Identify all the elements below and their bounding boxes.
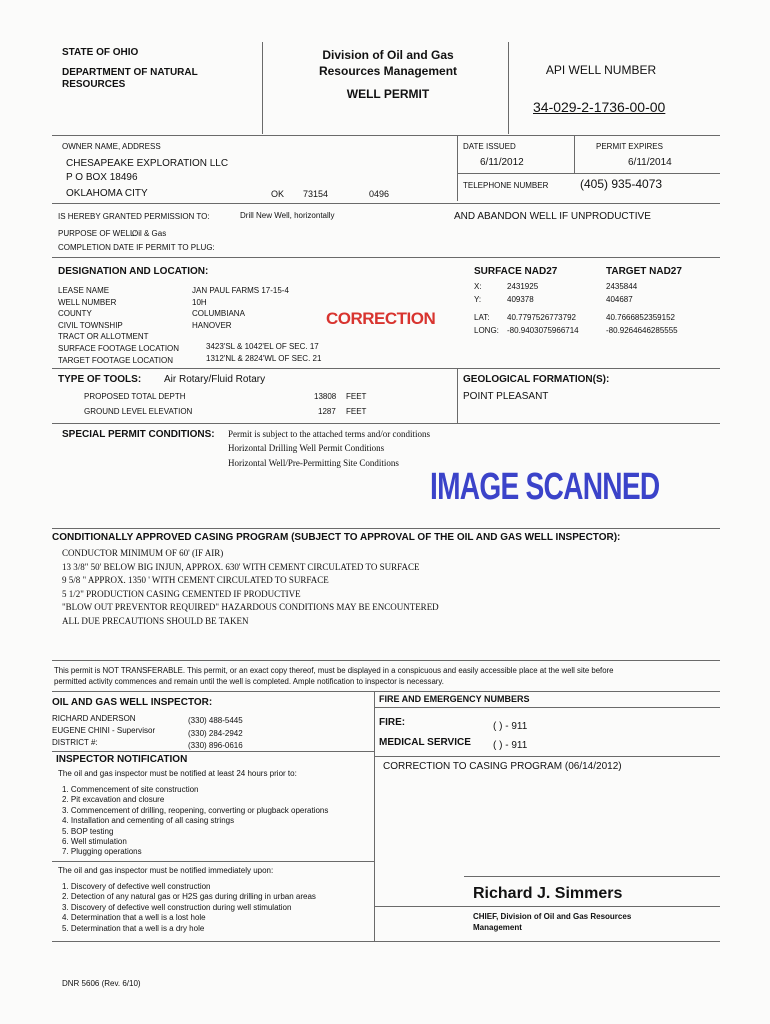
medical-number: ( ) - 911 [493,740,528,751]
signatory-title: CHIEF, Division of Oil and Gas Resources [473,912,632,921]
target-x: 2435844 [606,282,638,291]
inspector-phone: (330) 896-0616 [188,741,243,751]
completion-label: COMPLETION DATE IF PERMIT TO PLUG: [58,243,215,252]
owner-name: CHESAPEAKE EXPLORATION LLC [66,158,229,169]
signatory-name: Richard J. Simmers [473,885,623,902]
depth-value: 13808 [314,392,337,401]
telephone-number: (405) 935-4073 [580,177,663,191]
inspector-name: RICHARD ANDERSON [52,714,136,723]
notification-item: 1. Commencement of site construction [62,785,199,794]
casing-line: CONDUCTOR MINIMUM OF 60' (IF AIR) [62,548,224,558]
granted-label: IS HEREBY GRANTED PERMISSION TO: [58,212,210,221]
granted-value: Drill New Well, horizontally [240,211,335,220]
immediate-item: 5. Determination that a well is a dry hole [62,923,205,933]
casing-line: ALL DUE PRECAUTIONS SHOULD BE TAKEN [62,615,249,626]
api-well-number: 34-029-2-1736-00-00 [533,99,666,115]
county-label: COUNTY [58,309,92,319]
emergency-heading: FIRE AND EMERGENCY NUMBERS [379,694,530,704]
division-title: Division of Oil and Gas [322,48,454,62]
special-condition-line: Permit is subject to the attached terms and/or conditions [228,429,430,439]
fire-label: FIRE: [379,717,406,728]
notification-intro: The oil and gas inspector must be notified at least 24 hours prior to: [58,769,297,778]
inspector-phones [188,715,243,753]
target-footage: 1312'NL & 2824'WL OF SEC. 21 [206,354,322,363]
inspector-heading: OIL AND GAS WELL INSPECTOR: [52,697,213,708]
township-label: CIVIL TOWNSHIP [58,320,123,330]
special-conditions-label: SPECIAL PERMIT CONDITIONS: [62,429,215,440]
immediate-item: 1. Discovery of defective well construction [62,882,211,891]
inspector-phone: (330) 284-2942 [188,728,243,738]
immediate-list [62,882,316,934]
casing-heading: CONDITIONALLY APPROVED CASING PROGRAM (SUBJECT TO APPROVAL OF THE OIL AND GAS WELL INSPECTOR): [52,532,621,543]
lease-name-label: LEASE NAME [58,286,110,295]
casing-program-lines [62,547,439,629]
owner-zip: 73154 [303,189,329,199]
casing-line: 5 1/2" PRODUCTION CASING CEMENTED IF PRODUCTIVE [62,588,301,599]
surface-footage: 3423'SL & 1042'EL OF SEC. 17 [206,342,319,351]
purpose-value: Oil & Gas [132,229,167,238]
department-label-2: RESOURCES [62,79,126,90]
elevation-label: GROUND LEVEL ELEVATION [84,407,193,416]
surface-x: 2431925 [507,282,539,291]
lat-label: LAT: [474,313,490,322]
geological-label: GEOLOGICAL FORMATION(S): [463,374,610,385]
date-issued-label: DATE ISSUED [463,142,516,151]
medical-label: MEDICAL SERVICE [379,737,471,748]
api-well-number-label: API WELL NUMBER [545,63,657,77]
target-long: -80.9264646285555 [606,326,678,335]
immediate-item: 4. Determination that a well is a lost hole [62,913,206,923]
fire-number: ( ) - 911 [493,721,528,732]
designation-labels [58,285,179,366]
owner-zip4: 0496 [369,189,390,199]
special-condition-line: Horizontal Drilling Well Permit Conditions [228,443,385,453]
telephone-label: TELEPHONE NUMBER [463,181,549,190]
owner-city: OKLAHOMA CITY [66,188,148,199]
notice-line-2: permitted activity commences and remain until the well is completed. Ample notification to inspector is necessary. [54,677,444,686]
long-label: LONG: [474,326,499,335]
elevation-unit: FEET [346,407,367,416]
division-title-2: Resources Management [318,64,458,78]
lease-name: JAN PAUL FARMS 17-15-4 [192,286,289,295]
tract-label: TRACT OR ALLOTMENT [58,332,149,342]
depth-unit: FEET [346,392,367,401]
casing-line: 13 3/8" 50' BELOW BIG INJUN, APPROX. 630' WITH CEMENT CIRCULATED TO SURFACE [62,561,420,572]
notification-item: 5. BOP testing [62,826,114,836]
surface-lat: 40.7797526773792 [507,313,576,322]
inspector-name: EUGENE CHINI - Supervisor [52,726,156,735]
casing-line: 9 5/8 " APPROX. 1350 ' WITH CEMENT CIRCULATED TO SURFACE [62,575,329,586]
permit-expires-label: PERMIT EXPIRES [596,142,663,151]
well-number-label: WELL NUMBER [58,297,117,307]
tools-value: Air Rotary/Fluid Rotary [164,374,266,385]
notification-heading: INSPECTOR NOTIFICATION [56,754,188,765]
well-number: 10H [192,297,207,307]
signatory-title-2: Management [473,923,522,932]
form-number: DNR 5606 (Rev. 6/10) [62,979,141,988]
township: HANOVER [192,320,232,330]
permit-expires: 6/11/2014 [628,157,672,168]
notification-item: 3. Commencement of drilling, reopening, converting or plugback operations [62,805,329,815]
abandon-text: AND ABANDON WELL IF UNPRODUCTIVE [454,211,651,222]
owner-state: OK [271,189,285,199]
casing-correction-note: CORRECTION TO CASING PROGRAM (06/14/2012) [383,761,622,772]
notice-line-1: This permit is NOT TRANSFERABLE. This permit, or an exact copy thereof, must be displayed in a conspicuous and easily accessible place at the well site before [54,666,614,675]
correction-stamp: CORRECTION [326,309,436,328]
geological-value: POINT PLEASANT [463,391,549,402]
notification-item: 6. Well stimulation [62,837,127,847]
tools-label: TYPE OF TOOLS: [58,374,142,385]
casing-line: "BLOW OUT PREVENTOR REQUIRED" HAZARDOUS CONDITIONS MAY BE ENCOUNTERED [62,602,439,613]
target-y: 404687 [606,295,633,304]
permit-title: WELL PERMIT [346,87,430,101]
surface-nad27-heading: SURFACE NAD27 [474,266,558,277]
special-condition-line: Horizontal Well/Pre-Permitting Site Conditions [228,458,399,468]
target-lat: 40.7666852359152 [606,313,675,322]
designation-heading: DESIGNATION AND LOCATION: [58,266,209,277]
owner-address: P O BOX 18496 [66,172,138,183]
target-footage-label: TARGET FOOTAGE LOCATION [58,355,173,365]
notification-item: 4. Installation and cementing of all casing strings [62,816,235,826]
inspector-names [52,713,155,749]
county: COLUMBIANA [192,309,245,319]
notification-list [62,785,328,858]
notification-item: 7. Plugging operations [62,847,142,857]
immediate-item: 3. Discovery of defective well construction during well stimulation [62,902,292,912]
designation-values [192,285,289,331]
owner-label: OWNER NAME, ADDRESS [62,142,161,151]
image-scanned-stamp: IMAGE SCANNED [430,466,660,508]
inspector-name: DISTRICT #: [52,738,98,747]
date-issued: 6/11/2012 [480,157,524,168]
purpose-label: PURPOSE OF WELL: [58,229,137,238]
depth-label: PROPOSED TOTAL DEPTH [84,392,186,401]
state-label: STATE OF OHIO [62,47,139,58]
immediate-intro: The oil and gas inspector must be notified immediately upon: [58,866,274,875]
x-label: X: [474,282,482,291]
elevation-value: 1287 [318,407,336,416]
surface-y: 409378 [507,295,534,304]
inspector-phone: (330) 488-5445 [188,716,243,725]
target-nad27-heading: TARGET NAD27 [606,266,682,277]
notification-item: 2. Pit excavation and closure [62,795,165,805]
department-label: DEPARTMENT OF NATURAL [62,67,198,78]
surface-long: -80.9403075966714 [507,326,579,335]
surface-footage-label: SURFACE FOOTAGE LOCATION [58,343,180,353]
y-label: Y: [474,295,482,304]
immediate-item: 2. Detection of any natural gas or H2S gas during drilling in urban areas [62,892,316,902]
